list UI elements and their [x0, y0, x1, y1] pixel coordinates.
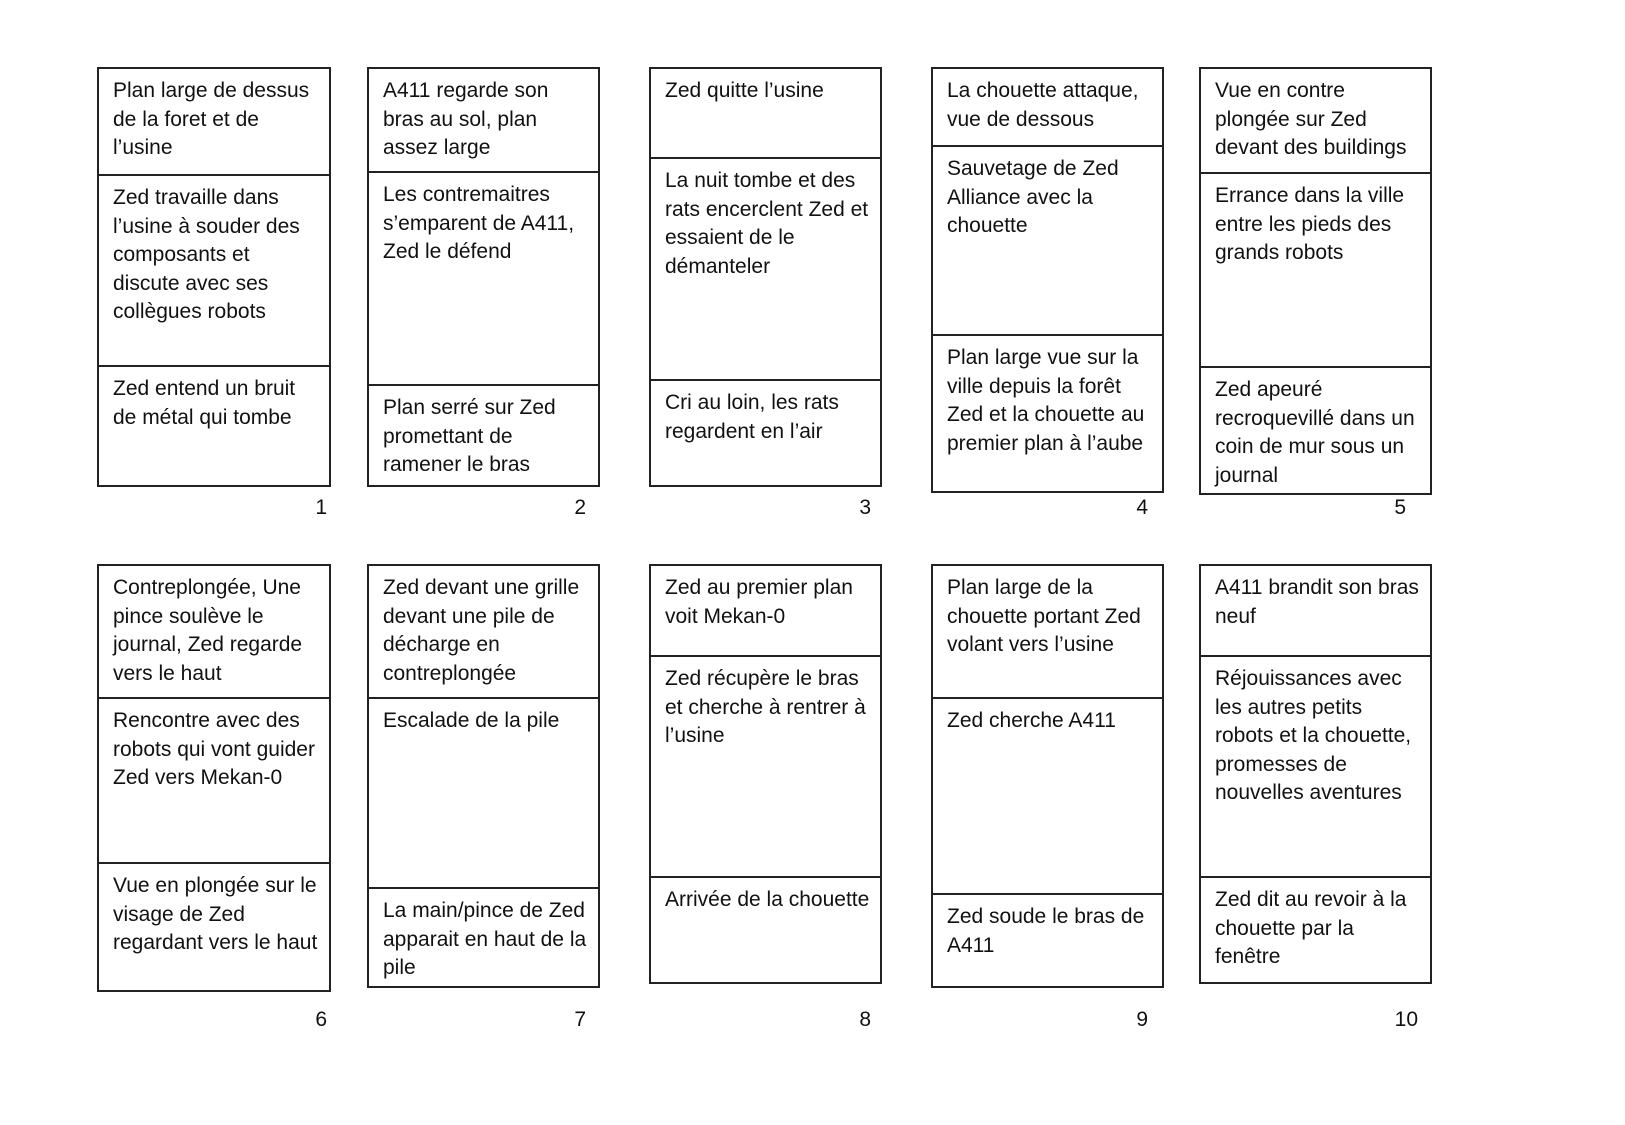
- storyboard-panel: [931, 564, 1164, 988]
- panel-cell: Contreplongée, Une pince soulève le journal, Zed regarde vers le haut: [113, 576, 303, 685]
- panel-cell: Errance dans la ville entre les pieds des grands robots: [1201, 172, 1430, 366]
- panel-cell: Les contremaitres s’emparent de A411, Zed le défend: [369, 171, 598, 384]
- panel-cell: Zed soude le bras de A411: [933, 893, 1162, 986]
- panel-cell: Plan serré sur Zed promettant de ramener le bras: [369, 384, 598, 485]
- panel-number: 3: [859, 496, 871, 519]
- panel-cell: Zed récupère le bras et cherche à rentrer à l’usine: [651, 655, 880, 876]
- panel-cell: Cri au loin, les rats regardent en l’air: [651, 379, 880, 485]
- panel-cell: Sauvetage de Zed Alliance avec la chouette: [933, 145, 1162, 334]
- storyboard-panel: [1199, 564, 1432, 984]
- panel-cell: Plan large de la chouette portant Zed volant vers l’usine: [947, 576, 1141, 656]
- panel-cell: La nuit tombe et des rats encerclent Zed et essaient de le démanteler: [651, 157, 880, 379]
- panel-number: 10: [1394, 1008, 1418, 1031]
- panel-number: 8: [859, 1008, 871, 1031]
- panel-number: 2: [574, 496, 586, 519]
- panel-cell: Plan large de dessus de la foret et de l’usine: [113, 79, 310, 159]
- panel-cell: A411 regarde son bras au sol, plan assez large: [383, 79, 549, 159]
- panel-cell: Zed travaille dans l’usine à souder des composants et discute avec ses collègues robots: [99, 174, 329, 365]
- panel-cell: Vue en plongée sur le visage de Zed regardant vers le haut: [99, 862, 329, 990]
- panel-cell: Zed cherche A411: [933, 697, 1162, 893]
- panel-cell: Réjouissances avec les autres petits robots et la chouette, promesses de nouvelles aventures: [1201, 655, 1430, 876]
- panel-cell: Zed apeuré recroquevillé dans un coin de mur sous un journal: [1201, 366, 1430, 493]
- panel-cell: Zed quitte l’usine: [665, 79, 824, 102]
- panel-cell: Arrivée de la chouette: [651, 876, 880, 982]
- panel-cell: Escalade de la pile: [369, 697, 598, 887]
- panel-cell: Zed dit au revoir à la chouette par la fenêtre: [1201, 876, 1430, 982]
- storyboard-panel: [97, 564, 331, 992]
- storyboard-panel: [367, 67, 600, 487]
- panel-number: 7: [574, 1008, 586, 1031]
- panel-cell: Vue en contre plongée sur Zed devant des buildings: [1215, 79, 1407, 159]
- panel-number: 6: [315, 1008, 327, 1031]
- panel-cell: Zed entend un bruit de métal qui tombe: [99, 365, 329, 485]
- panel-cell: A411 brandit son bras neuf: [1215, 576, 1419, 628]
- panel-number: 4: [1136, 496, 1148, 519]
- panel-cell: Rencontre avec des robots qui vont guider Zed vers Mekan-0: [99, 697, 329, 862]
- storyboard-panel: [1199, 67, 1432, 495]
- panel-number: 9: [1136, 1008, 1148, 1031]
- panel-cell: Plan large vue sur la ville depuis la forêt Zed et la chouette au premier plan à l’aube: [933, 334, 1162, 491]
- storyboard-panel: [97, 67, 331, 487]
- storyboard-panel: [649, 564, 882, 984]
- storyboard-panel: [649, 67, 882, 487]
- panel-cell: La chouette attaque, vue de dessous: [947, 79, 1139, 131]
- panel-cell: Zed devant une grille devant une pile de décharge en contreplongée: [383, 576, 580, 685]
- panel-cell: Zed au premier plan voit Mekan-0: [665, 576, 853, 628]
- panel-cell: La main/pince de Zed apparait en haut de la pile: [369, 887, 598, 986]
- panel-number: 1: [315, 496, 327, 519]
- storyboard-panel: [367, 564, 600, 988]
- panel-number: 5: [1394, 496, 1406, 519]
- storyboard-panel: [931, 67, 1164, 493]
